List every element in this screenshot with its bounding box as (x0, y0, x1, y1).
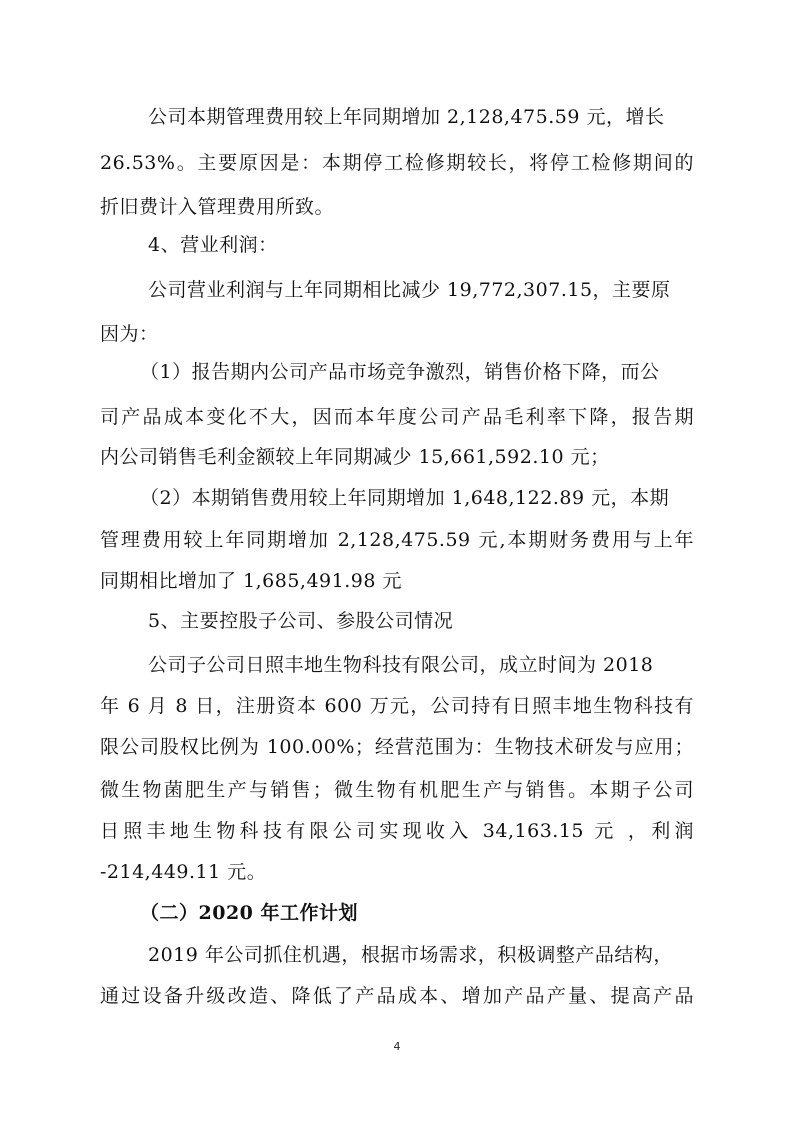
paragraph-subsidiary-line-2: 年 6 月 8 日，注册资本 600 万元，公司持有日照丰地生物科技有 (100, 695, 694, 717)
paragraph-work-plan-line-1: 2019 年公司抓住机遇，根据市场需求，积极调整产品结构， (148, 944, 673, 966)
paragraph-reason-2-line-3: 同期相比增加了 1,685,491.98 元 (100, 570, 402, 592)
paragraph-subsidiary-line-4: 微生物菌肥生产与销售；微生物有机肥生产与销售。本期子公司 (100, 779, 694, 801)
paragraph-subsidiary-line-1: 公司子公司日照丰地生物科技有限公司，成立时间为 2018 (148, 654, 654, 676)
paragraph-admin-expense-line-1: 公司本期管理费用较上年同期增加 2,128,475.59 元，增长 (148, 106, 665, 128)
paragraph-reason-2-line-2: 管理费用较上年同期增加 2,128,475.59 元,本期财务费用与上年 (100, 529, 694, 551)
paragraph-reason-1-line-3: 内公司销售毛利金额较上年同期减少 15,661,592.10 元； (100, 446, 610, 468)
paragraph-admin-expense-line-3: 折旧费计入管理费用所致。 (100, 196, 335, 218)
paragraph-reason-2-line-1: （2）本期销售费用较上年同期增加 1,648,122.89 元，本期 (140, 487, 670, 509)
paragraph-work-plan-line-2: 通过设备升级改造、降低了产品成本、增加产品产量、提高产品 (100, 985, 694, 1007)
paragraph-subsidiary-line-3: 限公司股权比例为 100.00%；经营范围为：生物技术研发与应用； (100, 736, 694, 758)
page-number: 4 (393, 1040, 401, 1053)
section-heading-work-plan: （二）2020 年工作计划 (140, 902, 358, 924)
paragraph-reason-1-line-1: （1）报告期内公司产品市场竞争激烈，销售价格下降，而公 (140, 361, 660, 383)
paragraph-admin-expense-line-2: 26.53%。主要原因是：本期停工检修期较长，将停工检修期间的 (100, 152, 694, 174)
paragraph-reason-1-line-2: 司产品成本变化不大，因而本年度公司产品毛利率下降，报告期 (100, 406, 694, 428)
paragraph-operating-profit-line-2: 因为： (100, 323, 159, 345)
section-heading-operating-profit: 4、营业利润： (148, 234, 278, 256)
paragraph-operating-profit-line-1: 公司营业利润与上年同期相比减少 19,772,307.15，主要原 (148, 279, 671, 301)
paragraph-subsidiary-line-6: -214,449.11 元。 (100, 861, 267, 883)
section-heading-subsidiaries: 5、主要控股子公司、参股公司情况 (148, 610, 454, 632)
paragraph-subsidiary-line-5: 日照丰地生物科技有限公司实现收入 34,163.15 元 ，利润 (100, 820, 694, 842)
